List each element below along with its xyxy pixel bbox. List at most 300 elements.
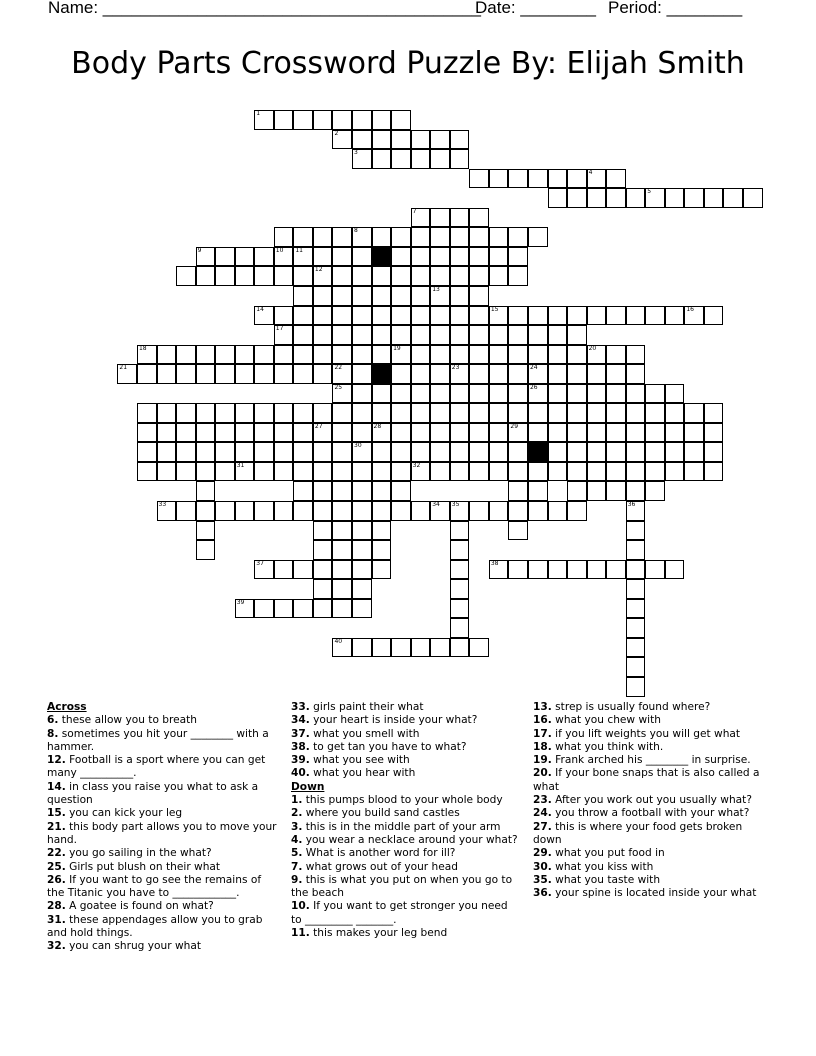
- crossword-cell[interactable]: [372, 521, 392, 541]
- crossword-cell[interactable]: [235, 403, 255, 423]
- crossword-cell[interactable]: [254, 560, 274, 580]
- crossword-cell[interactable]: [411, 325, 431, 345]
- crossword-cell[interactable]: [254, 501, 274, 521]
- crossword-cell[interactable]: [313, 364, 333, 384]
- crossword-cell[interactable]: [450, 560, 470, 580]
- crossword-cell[interactable]: [157, 403, 177, 423]
- crossword-cell[interactable]: [215, 266, 235, 286]
- crossword-cell[interactable]: [352, 481, 372, 501]
- crossword-cell[interactable]: [313, 110, 333, 130]
- crossword-cell[interactable]: [430, 364, 450, 384]
- crossword-cell[interactable]: [196, 462, 216, 482]
- crossword-cell[interactable]: [528, 462, 548, 482]
- crossword-cell[interactable]: [469, 208, 489, 228]
- crossword-cell[interactable]: [567, 306, 587, 326]
- crossword-cell[interactable]: [274, 306, 294, 326]
- crossword-cell[interactable]: [332, 384, 352, 404]
- crossword-cell[interactable]: [508, 247, 528, 267]
- crossword-cell[interactable]: [606, 481, 626, 501]
- crossword-cell[interactable]: [293, 462, 313, 482]
- crossword-cell[interactable]: [254, 266, 274, 286]
- crossword-cell[interactable]: [450, 521, 470, 541]
- crossword-cell[interactable]: [293, 560, 313, 580]
- crossword-cell[interactable]: [626, 540, 646, 560]
- crossword-cell[interactable]: [215, 442, 235, 462]
- crossword-cell[interactable]: [352, 247, 372, 267]
- crossword-cell[interactable]: [254, 599, 274, 619]
- crossword-cell[interactable]: [508, 345, 528, 365]
- crossword-cell[interactable]: [665, 188, 685, 208]
- crossword-cell[interactable]: [508, 462, 528, 482]
- crossword-cell[interactable]: [508, 266, 528, 286]
- crossword-cell[interactable]: [196, 423, 216, 443]
- crossword-cell[interactable]: [372, 345, 392, 365]
- crossword-cell[interactable]: [450, 403, 470, 423]
- crossword-cell[interactable]: [469, 266, 489, 286]
- crossword-cell[interactable]: [567, 501, 587, 521]
- crossword-cell[interactable]: [528, 364, 548, 384]
- crossword-cell[interactable]: [332, 540, 352, 560]
- crossword-cell[interactable]: [450, 540, 470, 560]
- crossword-cell[interactable]: [372, 540, 392, 560]
- crossword-cell[interactable]: [274, 247, 294, 267]
- crossword-cell[interactable]: [332, 247, 352, 267]
- crossword-cell[interactable]: [293, 325, 313, 345]
- crossword-cell[interactable]: [450, 325, 470, 345]
- crossword-cell[interactable]: [645, 481, 665, 501]
- crossword-cell[interactable]: [606, 345, 626, 365]
- crossword-cell[interactable]: [626, 403, 646, 423]
- crossword-cell[interactable]: [352, 462, 372, 482]
- crossword-cell[interactable]: [665, 384, 685, 404]
- crossword-cell[interactable]: [489, 247, 509, 267]
- crossword-cell[interactable]: [450, 364, 470, 384]
- crossword-cell[interactable]: [626, 599, 646, 619]
- crossword-cell[interactable]: [391, 501, 411, 521]
- crossword-cell[interactable]: [508, 521, 528, 541]
- crossword-cell[interactable]: [606, 169, 626, 189]
- crossword-cell[interactable]: [508, 403, 528, 423]
- crossword-cell[interactable]: [352, 599, 372, 619]
- crossword-cell[interactable]: [528, 403, 548, 423]
- crossword-cell[interactable]: [176, 403, 196, 423]
- crossword-cell[interactable]: [430, 306, 450, 326]
- crossword-cell[interactable]: [274, 110, 294, 130]
- crossword-cell[interactable]: [606, 188, 626, 208]
- crossword-cell[interactable]: [548, 462, 568, 482]
- crossword-cell[interactable]: [626, 501, 646, 521]
- crossword-cell[interactable]: [528, 423, 548, 443]
- crossword-cell[interactable]: [196, 403, 216, 423]
- crossword-cell[interactable]: [626, 188, 646, 208]
- crossword-cell[interactable]: [626, 442, 646, 462]
- crossword-cell[interactable]: [489, 266, 509, 286]
- crossword-cell[interactable]: [645, 560, 665, 580]
- crossword-cell[interactable]: [215, 403, 235, 423]
- crossword-cell[interactable]: [430, 208, 450, 228]
- crossword-cell[interactable]: [587, 384, 607, 404]
- crossword-cell[interactable]: [587, 169, 607, 189]
- crossword-cell[interactable]: [274, 266, 294, 286]
- crossword-cell[interactable]: [567, 403, 587, 423]
- crossword-cell[interactable]: [587, 481, 607, 501]
- crossword-cell[interactable]: [391, 345, 411, 365]
- crossword-cell[interactable]: [332, 638, 352, 658]
- crossword-cell[interactable]: [196, 540, 216, 560]
- crossword-cell[interactable]: [567, 169, 587, 189]
- crossword-cell[interactable]: [372, 442, 392, 462]
- crossword-cell[interactable]: [391, 384, 411, 404]
- period-field[interactable]: Period: ________: [608, 0, 743, 17]
- crossword-cell[interactable]: [567, 364, 587, 384]
- crossword-cell[interactable]: [430, 130, 450, 150]
- crossword-cell[interactable]: [137, 345, 157, 365]
- name-field[interactable]: Name: ________________________________________: [48, 0, 481, 17]
- crossword-cell[interactable]: [508, 364, 528, 384]
- crossword-cell[interactable]: [450, 149, 470, 169]
- crossword-cell[interactable]: [391, 227, 411, 247]
- crossword-cell[interactable]: [489, 345, 509, 365]
- crossword-cell[interactable]: [528, 384, 548, 404]
- crossword-cell[interactable]: [469, 247, 489, 267]
- crossword-cell[interactable]: [411, 638, 431, 658]
- crossword-cell[interactable]: [528, 345, 548, 365]
- crossword-cell[interactable]: [508, 306, 528, 326]
- crossword-cell[interactable]: [450, 227, 470, 247]
- crossword-cell[interactable]: [215, 364, 235, 384]
- crossword-cell[interactable]: [450, 579, 470, 599]
- crossword-cell[interactable]: [489, 560, 509, 580]
- crossword-cell[interactable]: [215, 462, 235, 482]
- crossword-cell[interactable]: [372, 423, 392, 443]
- crossword-cell[interactable]: [626, 481, 646, 501]
- crossword-cell[interactable]: [137, 403, 157, 423]
- crossword-cell[interactable]: [587, 345, 607, 365]
- crossword-cell[interactable]: [293, 481, 313, 501]
- crossword-cell[interactable]: [528, 169, 548, 189]
- crossword-cell[interactable]: [430, 149, 450, 169]
- crossword-cell[interactable]: [293, 599, 313, 619]
- crossword-cell[interactable]: [274, 364, 294, 384]
- crossword-cell[interactable]: [567, 423, 587, 443]
- crossword-cell[interactable]: [372, 130, 392, 150]
- crossword-cell[interactable]: [548, 345, 568, 365]
- crossword-cell[interactable]: [411, 345, 431, 365]
- crossword-cell[interactable]: [372, 403, 392, 423]
- crossword-cell[interactable]: [626, 560, 646, 580]
- crossword-cell[interactable]: [352, 266, 372, 286]
- crossword-cell[interactable]: [450, 501, 470, 521]
- crossword-cell[interactable]: [293, 364, 313, 384]
- crossword-cell[interactable]: [372, 149, 392, 169]
- crossword-cell[interactable]: [313, 462, 333, 482]
- crossword-cell[interactable]: [332, 110, 352, 130]
- crossword-cell[interactable]: [235, 247, 255, 267]
- crossword-cell[interactable]: [274, 442, 294, 462]
- crossword-cell[interactable]: [157, 364, 177, 384]
- crossword-cell[interactable]: [450, 266, 470, 286]
- crossword-cell[interactable]: [196, 442, 216, 462]
- crossword-cell[interactable]: [606, 462, 626, 482]
- crossword-cell[interactable]: [489, 384, 509, 404]
- crossword-cell[interactable]: [528, 227, 548, 247]
- crossword-cell[interactable]: [626, 618, 646, 638]
- crossword-cell[interactable]: [215, 247, 235, 267]
- crossword-cell[interactable]: [450, 442, 470, 462]
- crossword-cell[interactable]: [274, 423, 294, 443]
- crossword-cell[interactable]: [352, 325, 372, 345]
- crossword-cell[interactable]: [606, 442, 626, 462]
- crossword-cell[interactable]: [587, 188, 607, 208]
- crossword-cell[interactable]: [332, 364, 352, 384]
- crossword-cell[interactable]: [157, 423, 177, 443]
- crossword-cell[interactable]: [548, 384, 568, 404]
- crossword-cell[interactable]: [372, 638, 392, 658]
- crossword-cell[interactable]: [548, 325, 568, 345]
- crossword-cell[interactable]: [567, 462, 587, 482]
- crossword-cell[interactable]: [313, 579, 333, 599]
- crossword-cell[interactable]: [352, 227, 372, 247]
- crossword-cell[interactable]: [528, 481, 548, 501]
- crossword-cell[interactable]: [489, 462, 509, 482]
- crossword-cell[interactable]: [411, 462, 431, 482]
- crossword-cell[interactable]: [372, 462, 392, 482]
- crossword-cell[interactable]: [254, 306, 274, 326]
- crossword-cell[interactable]: [548, 306, 568, 326]
- crossword-cell[interactable]: [567, 188, 587, 208]
- crossword-cell[interactable]: [372, 325, 392, 345]
- crossword-cell[interactable]: [430, 227, 450, 247]
- crossword-cell[interactable]: [508, 325, 528, 345]
- crossword-cell[interactable]: [293, 266, 313, 286]
- crossword-cell[interactable]: [332, 286, 352, 306]
- crossword-cell[interactable]: [528, 306, 548, 326]
- crossword-cell[interactable]: [411, 130, 431, 150]
- crossword-cell[interactable]: [704, 188, 724, 208]
- crossword-cell[interactable]: [450, 638, 470, 658]
- crossword-cell[interactable]: [469, 325, 489, 345]
- crossword-cell[interactable]: [684, 403, 704, 423]
- crossword-cell[interactable]: [293, 501, 313, 521]
- crossword-cell[interactable]: [254, 247, 274, 267]
- crossword-cell[interactable]: [352, 306, 372, 326]
- crossword-cell[interactable]: [430, 325, 450, 345]
- crossword-cell[interactable]: [450, 462, 470, 482]
- crossword-cell[interactable]: [235, 364, 255, 384]
- crossword-cell[interactable]: [215, 423, 235, 443]
- crossword-cell[interactable]: [626, 306, 646, 326]
- date-field[interactable]: Date: ________: [475, 0, 596, 17]
- crossword-cell[interactable]: [450, 384, 470, 404]
- crossword-cell[interactable]: [352, 638, 372, 658]
- crossword-cell[interactable]: [606, 560, 626, 580]
- crossword-cell[interactable]: [332, 403, 352, 423]
- crossword-cell[interactable]: [430, 638, 450, 658]
- crossword-cell[interactable]: [254, 345, 274, 365]
- crossword-cell[interactable]: [450, 208, 470, 228]
- crossword-cell[interactable]: [137, 462, 157, 482]
- crossword-cell[interactable]: [743, 188, 763, 208]
- crossword-cell[interactable]: [332, 227, 352, 247]
- crossword-cell[interactable]: [430, 345, 450, 365]
- crossword-cell[interactable]: [372, 286, 392, 306]
- crossword-cell[interactable]: [548, 364, 568, 384]
- crossword-cell[interactable]: [157, 462, 177, 482]
- crossword-cell[interactable]: [235, 423, 255, 443]
- crossword-cell[interactable]: [391, 110, 411, 130]
- crossword-cell[interactable]: [235, 442, 255, 462]
- crossword-cell[interactable]: [274, 462, 294, 482]
- crossword-cell[interactable]: [274, 599, 294, 619]
- crossword-cell[interactable]: [313, 345, 333, 365]
- crossword-cell[interactable]: [352, 130, 372, 150]
- crossword-cell[interactable]: [391, 266, 411, 286]
- crossword-cell[interactable]: [352, 286, 372, 306]
- crossword-cell[interactable]: [313, 442, 333, 462]
- crossword-cell[interactable]: [450, 599, 470, 619]
- crossword-cell[interactable]: [626, 638, 646, 658]
- crossword-cell[interactable]: [645, 423, 665, 443]
- crossword-cell[interactable]: [372, 110, 392, 130]
- crossword-cell[interactable]: [528, 325, 548, 345]
- crossword-cell[interactable]: [665, 423, 685, 443]
- crossword-cell[interactable]: [293, 345, 313, 365]
- crossword-cell[interactable]: [626, 384, 646, 404]
- crossword-cell[interactable]: [430, 462, 450, 482]
- crossword-cell[interactable]: [450, 286, 470, 306]
- crossword-cell[interactable]: [626, 657, 646, 677]
- crossword-cell[interactable]: [391, 403, 411, 423]
- crossword-cell[interactable]: [137, 423, 157, 443]
- crossword-cell[interactable]: [548, 560, 568, 580]
- crossword-cell[interactable]: [391, 462, 411, 482]
- crossword-cell[interactable]: [157, 442, 177, 462]
- crossword-cell[interactable]: [215, 501, 235, 521]
- crossword-cell[interactable]: [372, 560, 392, 580]
- crossword-cell[interactable]: [469, 169, 489, 189]
- crossword-cell[interactable]: [196, 501, 216, 521]
- crossword-cell[interactable]: [332, 481, 352, 501]
- crossword-cell[interactable]: [450, 618, 470, 638]
- crossword-cell[interactable]: [626, 521, 646, 541]
- crossword-cell[interactable]: [469, 286, 489, 306]
- crossword-cell[interactable]: [645, 462, 665, 482]
- crossword-cell[interactable]: [704, 403, 724, 423]
- crossword-cell[interactable]: [665, 442, 685, 462]
- crossword-cell[interactable]: [548, 169, 568, 189]
- crossword-cell[interactable]: [430, 403, 450, 423]
- crossword-cell[interactable]: [567, 560, 587, 580]
- crossword-cell[interactable]: [332, 579, 352, 599]
- crossword-cell[interactable]: [313, 266, 333, 286]
- crossword-cell[interactable]: [411, 423, 431, 443]
- crossword-cell[interactable]: [352, 579, 372, 599]
- crossword-cell[interactable]: [157, 345, 177, 365]
- crossword-cell[interactable]: [469, 345, 489, 365]
- crossword-cell[interactable]: [508, 169, 528, 189]
- crossword-cell[interactable]: [313, 403, 333, 423]
- crossword-cell[interactable]: [430, 247, 450, 267]
- crossword-cell[interactable]: [372, 266, 392, 286]
- crossword-cell[interactable]: [469, 442, 489, 462]
- crossword-cell[interactable]: [606, 403, 626, 423]
- crossword-cell[interactable]: [391, 638, 411, 658]
- crossword-cell[interactable]: [548, 403, 568, 423]
- crossword-cell[interactable]: [372, 501, 392, 521]
- crossword-cell[interactable]: [196, 247, 216, 267]
- crossword-cell[interactable]: [254, 442, 274, 462]
- crossword-cell[interactable]: [352, 501, 372, 521]
- crossword-cell[interactable]: [704, 423, 724, 443]
- crossword-cell[interactable]: [587, 560, 607, 580]
- crossword-cell[interactable]: [313, 227, 333, 247]
- crossword-cell[interactable]: [332, 560, 352, 580]
- crossword-cell[interactable]: [352, 384, 372, 404]
- crossword-cell[interactable]: [391, 423, 411, 443]
- crossword-cell[interactable]: [235, 345, 255, 365]
- crossword-cell[interactable]: [352, 423, 372, 443]
- crossword-cell[interactable]: [469, 384, 489, 404]
- crossword-cell[interactable]: [606, 423, 626, 443]
- crossword-cell[interactable]: [332, 306, 352, 326]
- crossword-cell[interactable]: [684, 306, 704, 326]
- crossword-cell[interactable]: [391, 149, 411, 169]
- crossword-cell[interactable]: [450, 306, 470, 326]
- crossword-cell[interactable]: [176, 345, 196, 365]
- crossword-cell[interactable]: [704, 462, 724, 482]
- crossword-cell[interactable]: [508, 442, 528, 462]
- crossword-cell[interactable]: [352, 521, 372, 541]
- crossword-cell[interactable]: [411, 306, 431, 326]
- crossword-cell[interactable]: [274, 227, 294, 247]
- crossword-cell[interactable]: [508, 227, 528, 247]
- crossword-cell[interactable]: [391, 481, 411, 501]
- crossword-cell[interactable]: [548, 442, 568, 462]
- crossword-cell[interactable]: [293, 110, 313, 130]
- crossword-cell[interactable]: [704, 442, 724, 462]
- crossword-cell[interactable]: [274, 345, 294, 365]
- crossword-cell[interactable]: [313, 560, 333, 580]
- crossword-cell[interactable]: [665, 403, 685, 423]
- crossword-cell[interactable]: [274, 501, 294, 521]
- crossword-cell[interactable]: [293, 423, 313, 443]
- crossword-cell[interactable]: [352, 442, 372, 462]
- crossword-cell[interactable]: [235, 266, 255, 286]
- crossword-cell[interactable]: [469, 638, 489, 658]
- crossword-cell[interactable]: [548, 188, 568, 208]
- crossword-cell[interactable]: [684, 188, 704, 208]
- crossword-cell[interactable]: [528, 501, 548, 521]
- crossword-cell[interactable]: [117, 364, 137, 384]
- crossword-cell[interactable]: [567, 345, 587, 365]
- crossword-cell[interactable]: [450, 423, 470, 443]
- crossword-cell[interactable]: [665, 306, 685, 326]
- crossword-cell[interactable]: [411, 266, 431, 286]
- crossword-cell[interactable]: [254, 403, 274, 423]
- crossword-cell[interactable]: [411, 364, 431, 384]
- crossword-cell[interactable]: [137, 442, 157, 462]
- crossword-cell[interactable]: [469, 227, 489, 247]
- crossword-cell[interactable]: [313, 247, 333, 267]
- crossword-cell[interactable]: [411, 247, 431, 267]
- crossword-cell[interactable]: [508, 501, 528, 521]
- crossword-cell[interactable]: [411, 403, 431, 423]
- crossword-cell[interactable]: [372, 481, 392, 501]
- crossword-cell[interactable]: [235, 501, 255, 521]
- crossword-cell[interactable]: [587, 403, 607, 423]
- crossword-cell[interactable]: [430, 442, 450, 462]
- crossword-cell[interactable]: [587, 462, 607, 482]
